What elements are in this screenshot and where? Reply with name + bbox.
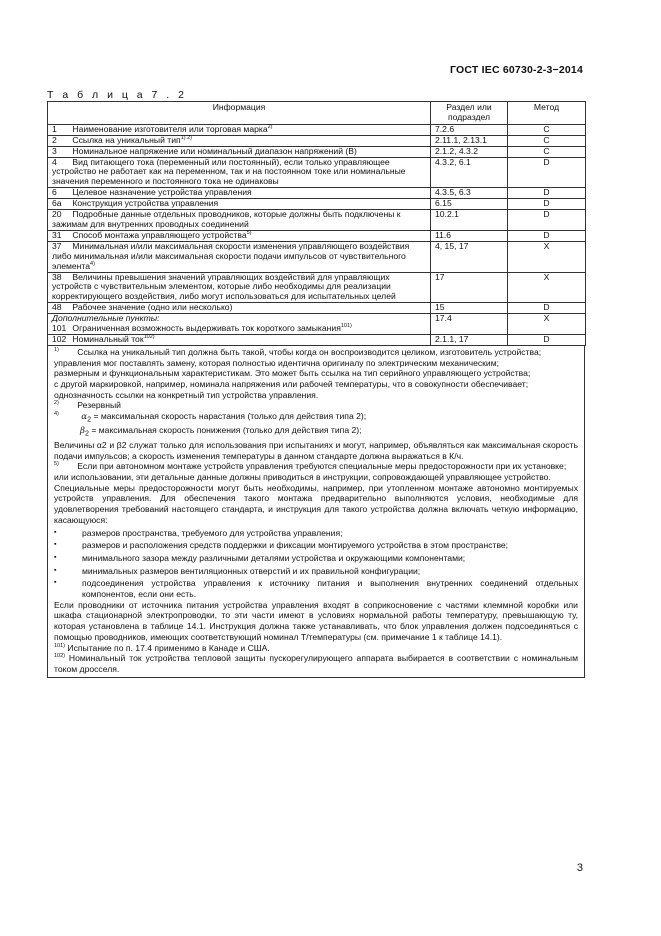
row-number: 1: [52, 123, 57, 134]
note-5c: Специальные меры предосторожности могут быть необходимы, например, при утопленном монтаже автономно монтируемых устройств управления. Для обеспечения такого монтажа предварительно выполняются условия, необходимые для удовлетворения требований настоящего стандарта, и инструкция для такого устройства должна включать четкую информацию, касающуюся:: [54, 482, 578, 525]
row-section: 17.4: [431, 314, 508, 335]
row-section: 2.11.1, 2.13.1: [431, 135, 508, 146]
note-101: Испытание по п. 17.4 применимо в Канаде и США.: [67, 642, 270, 653]
row-text: Наименование изготовителя или торговая марка: [72, 123, 268, 134]
table-row: [48, 334, 586, 345]
table-row: [48, 135, 586, 146]
row-text: Подробные данные отдельных проводников, которые должны быть подключены к зажимам для внутренних проводных соединений: [52, 209, 401, 229]
row-footnote-ref: 1) 2): [180, 134, 192, 141]
info-table: [47, 101, 586, 346]
bullet-marker: ▪: [54, 566, 57, 574]
row-text: Ограниченная возможность выдерживать ток короткого замыкания: [72, 323, 341, 334]
row-number: 37: [52, 240, 62, 251]
row-number: 38: [52, 271, 62, 282]
table-row: [48, 124, 586, 135]
row-method: D: [508, 210, 586, 231]
row-number: 20: [52, 209, 62, 220]
row-number: 48: [52, 302, 62, 313]
row-info: [48, 314, 431, 335]
row-number: 4: [52, 156, 57, 167]
row-number: 102: [52, 333, 67, 344]
row-section: 6.15: [431, 199, 508, 210]
row-footnote-ref: 4): [90, 260, 95, 267]
additional-items-label: Дополнительные пункты:: [52, 313, 160, 324]
row-number: 6: [52, 187, 57, 198]
bullet-marker: ▪: [54, 579, 57, 587]
row-method: X: [508, 272, 586, 303]
row-text: Минимальная и/или максимальная скорости изменения управляющего воздействия либо минимальная и/или максимальная скорости подачи импульсов от чувствительного элемента: [52, 240, 410, 271]
beta-sub: 2: [84, 430, 89, 439]
row-method: D: [508, 334, 586, 345]
bullet-marker: ▪: [54, 528, 57, 536]
row-info: [48, 334, 431, 345]
row-section: 7.2.6: [431, 124, 508, 135]
note-1b: управления мог поставлять замену, которая полностью идентична оригиналу по электрическим механическим;: [54, 357, 500, 368]
row-footnote-ref: 2): [267, 123, 273, 130]
row-number: 6a: [52, 198, 62, 209]
table-row: [48, 303, 586, 314]
row-footnote-ref: 102): [143, 333, 155, 340]
row-method: D: [508, 230, 586, 241]
row-method: C: [508, 124, 586, 135]
table-row: [48, 157, 586, 188]
table-frame: [47, 101, 585, 678]
note-102: Номинальный ток устройства тепловой защиты пускорегулирующего аппарата выбирается в соответствии с номинальным током дросселя.: [54, 653, 578, 674]
table-row: [48, 272, 586, 303]
row-section: 2.1.2, 4.3.2: [431, 146, 508, 157]
list-item: [54, 578, 578, 599]
page-number: 3: [576, 862, 583, 874]
row-section: 4.3.2, 6.1: [431, 157, 508, 188]
note-5a: Если при автономном монтаже устройств управления требуются специальные меры предосторожности при их установке;: [77, 461, 567, 472]
beta-symbol: β: [80, 426, 85, 437]
table-row: [48, 188, 586, 199]
bullet-marker: ▪: [54, 553, 57, 561]
row-info: [48, 188, 431, 199]
row-method: D: [508, 157, 586, 188]
bullet-marker: ▪: [54, 541, 57, 549]
header-section: Раздел или подраздел: [431, 102, 508, 125]
row-method: D: [508, 199, 586, 210]
note-4a: = максимальная скорость нарастания (только для действия типа 2);: [93, 411, 367, 422]
table-row: [48, 241, 586, 272]
row-section: 15: [431, 303, 508, 314]
bullet-text: подсоединения устройства управления к источнику питания и выполнения внутренних соединений отдельных компонентов, если они есть.: [82, 578, 578, 600]
table-header-row: [48, 102, 586, 125]
bullet-list: [54, 528, 578, 600]
list-item: [54, 540, 578, 551]
table-row: [48, 146, 586, 157]
row-text: Номинальный ток: [72, 333, 144, 344]
row-info: [48, 241, 431, 272]
row-info: [48, 146, 431, 157]
row-footnote-ref: 101): [340, 323, 352, 330]
table-row: [48, 199, 586, 210]
footnote-mark: 102): [54, 653, 66, 660]
row-section: 11.6: [431, 230, 508, 241]
row-number: 2: [52, 134, 57, 145]
row-method: D: [508, 188, 586, 199]
row-info: [48, 157, 431, 188]
footnote-mark: 101): [54, 642, 66, 649]
row-text: Вид питающего тока (переменный или постоянный), если только управляющее устройство не работает как на переменном, так и на постоянном токе или номинальные значения переменного и постоянного тока не одинаковы: [52, 156, 406, 187]
row-text: Рабочее значение (одно или несколько): [72, 302, 233, 313]
table-notes: [47, 346, 585, 678]
note-1d: с другой маркировкой, например, номинала напряжения или рабочей температуры, что в совокупности обеспечивает;: [54, 378, 529, 389]
row-number: 3: [52, 145, 57, 156]
row-info: [48, 272, 431, 303]
row-section: 17: [431, 272, 508, 303]
row-section: 4, 15, 17: [431, 241, 508, 272]
row-method: X: [508, 314, 586, 335]
row-number: 31: [52, 229, 62, 240]
row-section: 4.3.5, 6.3: [431, 188, 508, 199]
table-row: [48, 314, 586, 335]
header-info: Информация: [48, 102, 431, 125]
row-text: Конструкция устройства управления: [72, 198, 219, 209]
row-number: 101: [52, 323, 67, 334]
note-5b: или использовании, эти детальные данные должны приводиться в инструкции, сопровождающей управляющее устройство.: [54, 472, 551, 483]
alpha-sub: 2: [87, 415, 92, 424]
table-row: [48, 230, 586, 241]
footnote-mark: 4): [54, 411, 59, 418]
bullet-text: размеров и расположения средств поддержки и фиксации монтируемого устройства в этом пространстве;: [82, 540, 509, 551]
row-info: [48, 124, 431, 135]
list-item: [54, 528, 578, 539]
row-method: C: [508, 135, 586, 146]
table-row: [48, 210, 586, 231]
row-method: X: [508, 241, 586, 272]
header-method: Метод: [508, 102, 586, 125]
bullet-text: минимального зазора между различными деталями устройства и окружающими компонентами;: [82, 552, 466, 563]
note-2: Резервный: [77, 400, 121, 411]
row-text: Номинальное напряжение или номинальный диапазон напряжений (В): [72, 145, 357, 156]
table-title: Т а б л и ц а 7 . 2: [47, 89, 187, 101]
bullet-text: минимальных размеров вентиляционных отверстий и их правильной конфигурации;: [82, 565, 421, 576]
bullet-text: размеров пространства, требуемого для устройства управления;: [82, 527, 343, 538]
row-info: [48, 303, 431, 314]
note-5d: Если проводники от источника питания устройства управления входят в соприкосновение с частями клеммной коробки или шкафа стационарной электропроводки, то эти части имеют в условиях нормальной работы температуру, превышающую ту, которая установлена в таблице 14.1. Инструкция должна также устанавливать, что блок управления должен подсоединяться с помощью проводников, имеющих соответствующий номинал T/температуры (см. примечание 1 к таблице 14.1).: [54, 599, 578, 642]
note-1e: однозначность ссылки на конкретный тип устройства управления.: [54, 389, 319, 400]
alpha-symbol: α: [81, 412, 88, 423]
row-section: 10.2.1: [431, 210, 508, 231]
note-1a: Ссылка на уникальный тип должна быть такой, чтобы когда он воспроизводится целиком, изготовитель устройства;: [77, 346, 542, 357]
document-code: ГОСТ IEC 60730-2-3−2014: [449, 64, 583, 76]
note-4b: = максимальная скорость понижения (только для действия типа 2);: [91, 425, 362, 436]
row-text: Ссылка на уникальный тип: [72, 134, 181, 145]
list-item: [54, 553, 578, 564]
footnote-mark: 5): [54, 461, 59, 468]
row-info: [48, 199, 431, 210]
footnote-mark: 2): [54, 400, 59, 407]
footnote-mark: 1): [54, 346, 59, 353]
row-section: 2.1.1, 17: [431, 334, 508, 345]
row-method: C: [508, 146, 586, 157]
row-text: Способ монтажа управляющего устройства: [72, 229, 247, 240]
row-text: Целевое назначение устройства управления: [72, 187, 252, 198]
note-1c: размерным и функциональным характеристикам. Это может быть ссылка на тип серийного управляющего устройства;: [54, 368, 531, 379]
list-item: [54, 566, 578, 577]
row-text: Величины превышения значений управляющих воздействий для управляющих устройств с чувствительным элементом, которые либо необходимы для реализации корректирующего воздействия, либо могут использоваться для испытательных целей: [52, 271, 396, 302]
row-info: [48, 230, 431, 241]
row-footnote-ref: 5): [246, 229, 252, 236]
row-info: [48, 135, 431, 146]
row-method: D: [508, 303, 586, 314]
row-info: [48, 210, 431, 231]
note-4c: Величины α2 и β2 служат только для использования при испытаниях и могут, например, объявляться как максимальная скорость подачи импульсов; а скорость изменения температуры в данном стандарте должна выражаться в К/ч.: [54, 439, 578, 461]
